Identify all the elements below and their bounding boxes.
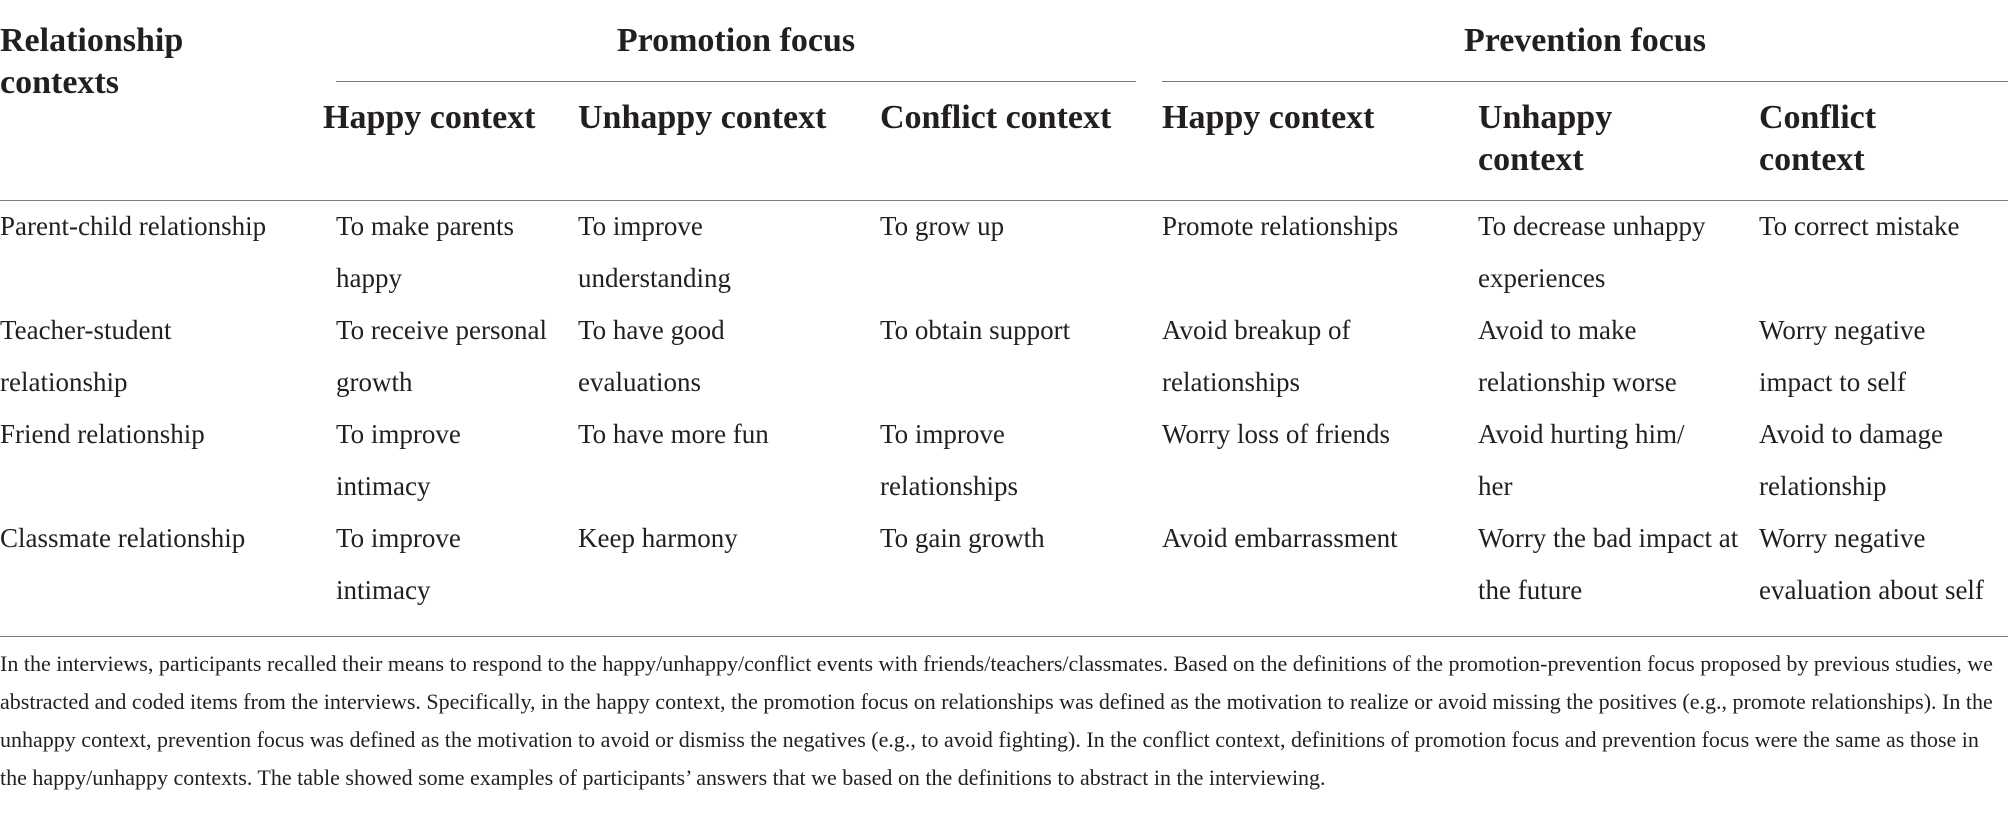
promotion-group-rule <box>336 81 1136 82</box>
table-cell: Keep harmony <box>578 523 738 553</box>
table-cell: Avoid to make relationship worse <box>1478 315 1677 397</box>
table-cell: To gain growth <box>880 523 1045 553</box>
table-cell: To have good evaluations <box>578 315 725 397</box>
table-cell: To improve intimacy <box>336 419 461 501</box>
table-cell: Worry the bad impact at the future <box>1478 523 1739 605</box>
table-cell: Worry loss of friends <box>1162 419 1391 449</box>
table-cell: Avoid to damage relationship <box>1759 419 1943 501</box>
table-cell: To obtain support <box>880 315 1071 345</box>
table-cell: Promote relationships <box>1162 211 1399 241</box>
table-footnote: In the interviews, participants recalled their means to respond to the happy/unhappy/conflict events with friends/teachers/classmates. Based on the definitions of the promotion-prevention focus proposed by previous studies, we abstracted and coded items from the interviews. Specifically, in the happy context, the promotion focus on relationships was defined as the motivation to realize or avoid missing the positives (e.g., promote relationships). In the unhappy context, prevention focus was defined as the motivation to avoid or dismiss the negatives (e.g., to avoid fighting). In the conflict context, definitions of promotion focus and prevention focus were the same as those in the happy/unhappy contexts. The table showed some examples of participants’ answers that we based on the definitions to abstract in the interviewing. <box>0 651 1993 790</box>
column-header: Unhappy context <box>1478 99 1613 178</box>
row-label: Friend relationship <box>0 419 205 449</box>
group-header-prevention: Prevention focus <box>1463 22 1707 59</box>
table-bottom-rule <box>0 636 2008 637</box>
table-cell: To improve intimacy <box>336 523 461 605</box>
prevention-group-rule <box>1162 81 2008 82</box>
row-label: Parent-child relationship <box>0 211 267 241</box>
table-cell: Avoid hurting him/ her <box>1478 419 1685 501</box>
column-header: Unhappy context <box>578 99 827 136</box>
table-cell: To improve relationships <box>880 419 1018 501</box>
table-cell: Worry negative evaluation about self <box>1759 523 1984 605</box>
column-header: Conflict context <box>1759 99 1877 178</box>
column-header: Conflict context <box>880 99 1112 136</box>
table-cell: To make parents happy <box>336 211 515 293</box>
column-header: Happy context <box>1162 99 1375 136</box>
table-cell: To decrease unhappy experiences <box>1478 211 1706 293</box>
row-label: Teacher-student relationship <box>0 315 172 397</box>
table-cell: Avoid breakup of relationships <box>1162 315 1351 397</box>
group-header-promotion: Promotion focus <box>616 22 856 59</box>
row-header-label: Relationship contexts <box>0 22 184 101</box>
table-cell: To grow up <box>880 211 1005 241</box>
table-cell: Avoid embarrassment <box>1162 523 1398 553</box>
table-cell: To improve understanding <box>578 211 731 293</box>
table-cell: To have more fun <box>578 419 769 449</box>
table-cell: Worry negative impact to self <box>1759 315 1926 397</box>
table-cell: To receive personal growth <box>336 315 548 397</box>
table-cell: To correct mistake <box>1759 211 1960 241</box>
row-label: Classmate relationship <box>0 523 246 553</box>
column-header: Happy context <box>323 99 536 136</box>
